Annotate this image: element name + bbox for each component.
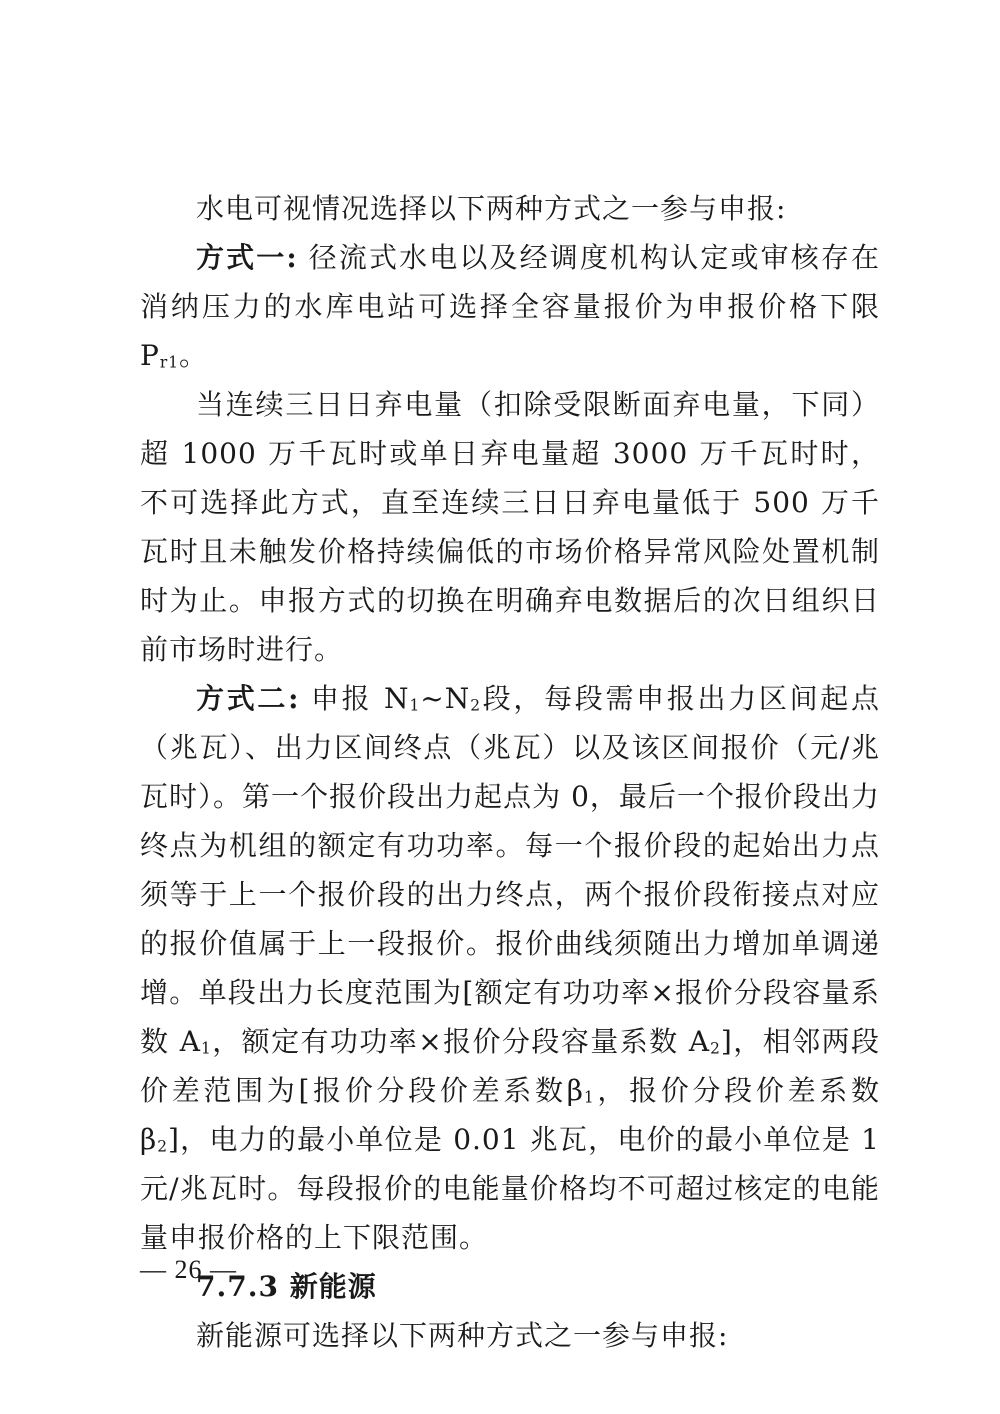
paragraph-new-energy-intro xyxy=(140,1311,880,1360)
paragraph-text: 新能源可选择以下两种方式之一参与申报: xyxy=(196,1319,729,1352)
method-two-text-f: ，报价分段价差系数β xyxy=(140,1074,880,1156)
subscript-beta2: 2 xyxy=(157,1137,168,1156)
method-one-end: 。 xyxy=(179,339,209,372)
section-heading-new-energy xyxy=(140,1262,880,1311)
paragraph-curtailment-rule xyxy=(140,380,880,674)
method-two-text-a: 申报 N xyxy=(299,682,410,715)
subscript-a1: 1 xyxy=(200,1039,212,1058)
paragraph-text: 当连续三日日弃电量（扣除受限断面弃电量，下同）超 1000 万千瓦时或单日弃电量超 3000 万千瓦时时，不可选择此方式，直至连续三日日弃电量低于 500 万千瓦时且未触发价格持续偏低的市场价格异常风险处置机制时为止。申报方式的切换在明确弃电数据后的次日组织日前市场时进行。 xyxy=(140,388,880,666)
paragraph-method-one xyxy=(140,233,880,380)
paragraph-method-two xyxy=(140,674,880,1262)
method-two-label: 方式二: xyxy=(196,682,300,715)
page-number: — 26 — xyxy=(140,1255,237,1284)
method-one-label: 方式一: xyxy=(196,241,298,274)
method-two-text-d: ，额定有功功率×报价分段容量系数 A xyxy=(211,1025,711,1058)
method-one-text: 径流式水电以及经调度机构认定或审核存在消纳压力的水库电站可选择全容量报价为申报价格下限 P xyxy=(140,241,880,372)
subscript-a2: 2 xyxy=(710,1039,721,1058)
method-two-text-b: ~N xyxy=(420,682,471,715)
paragraph-hydro-intro xyxy=(140,184,880,233)
price-floor-subscript: r1 xyxy=(159,353,179,372)
document-body xyxy=(140,184,880,1360)
method-two-text-g: ]，电力的最小单位是 0.01 兆瓦，电价的最小单位是 1 元/兆瓦时。每段报价的电能量价格均不可超过核定的电能量申报价格的上下限范围。 xyxy=(140,1123,880,1254)
subscript-beta1: 1 xyxy=(583,1088,595,1107)
method-two-text-c: 段，每段需申报出力区间起点（兆瓦）、出力区间终点（兆瓦）以及该区间报价（元/兆瓦时）。第一个报价段出力起点为 0，最后一个报价段出力终点为机组的额定有功功率。每一个报价段的起始出力点须等于上一个报价段的出力终点，两个报价段衔接点对应的报价值属于上一段报价。报价曲线须随出力增加单调递增。单段出力长度范围为[额定有功功率×报价分段容量系数 A xyxy=(140,682,880,1058)
method-two-text-e: ]，相邻两段价差范围为[报价分段价差系数β xyxy=(140,1025,880,1107)
section-heading-text: 7.7.3 新能源 xyxy=(196,1270,377,1303)
paragraph-text: 水电可视情况选择以下两种方式之一参与申报: xyxy=(196,192,787,225)
subscript-n2: 2 xyxy=(470,696,482,715)
subscript-n1: 1 xyxy=(409,696,421,715)
